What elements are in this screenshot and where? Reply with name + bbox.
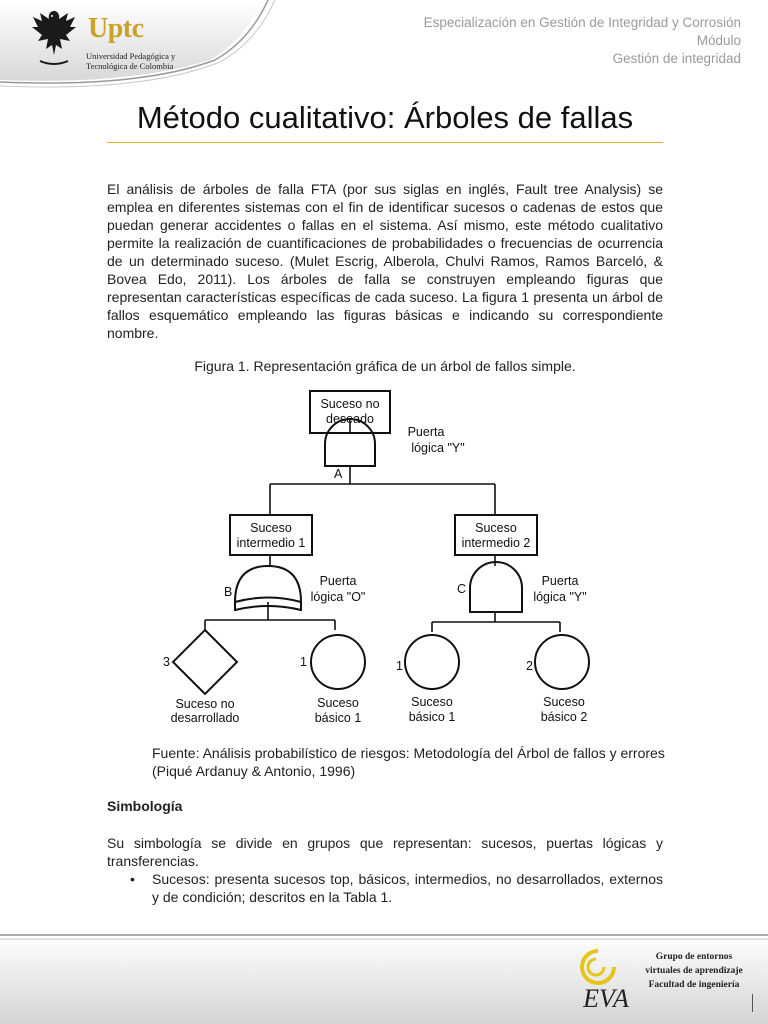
footer-line-1: Grupo de entornos xyxy=(655,952,733,962)
circle-2-label-1: Suceso xyxy=(411,695,453,709)
gate-c-letter: C xyxy=(457,582,467,596)
basic-event-circle-3 xyxy=(535,635,589,689)
title-divider xyxy=(107,142,663,143)
bullet-icon: • xyxy=(130,871,135,887)
intermediate-2-label-2: intermedio 2 xyxy=(461,536,531,550)
circle-3-label-2: básico 2 xyxy=(540,710,588,724)
gate-c-label-1: Puerta xyxy=(541,574,579,588)
eva-logo-word: EVA xyxy=(583,984,629,1013)
and-gate-c-icon xyxy=(470,562,522,612)
intermediate-1-label-2: intermedio 1 xyxy=(236,536,306,550)
diamond-label-1: Suceso no xyxy=(175,697,235,711)
intro-paragraph: El análisis de árboles de falla FTA (por sus siglas en inglés, Fault tree Analysis) se emplea en diferentes sistemas con el fin de identificar sucesos o cadenas de estos que puedan generar accidentes o fallas en el sistema. Así mismo, este método cualitativo permite la realización de cuantificaciones de probabilidades o frecuencias de ocurrencia de un determinado suceso. (Mulet Escrig, Alberola, Chulvi Ramos, Ramos Barceló, & Bovea Edo, 2011). Los árboles de falla se construyen empleando figuras que representan características específicas de cada suceso. La figura 1 presenta un árbol de fallos esquemático empleando las figuras básicas e indicando su correspondiente nombre. xyxy=(107,181,663,341)
or-gate-b-icon xyxy=(235,566,301,602)
fault-tree-diagram xyxy=(150,380,630,730)
intermediate-1-label-1: Suceso xyxy=(250,521,292,535)
logo-word: Uptc xyxy=(88,13,144,44)
circle-1-label-2: básico 1 xyxy=(314,711,362,725)
uptc-logo xyxy=(30,5,180,75)
logo-subtitle: Universidad Pedagógica y Tecnológica de Colombia xyxy=(86,51,176,71)
page-title: Método cualitativo: Árboles de fallas xyxy=(136,100,634,135)
top-event-label-1: Suceso no xyxy=(320,397,380,411)
intermediate-2-label-1: Suceso xyxy=(475,521,517,535)
gate-b-letter: B xyxy=(224,585,233,599)
gate-a-letter: A xyxy=(334,467,343,481)
circle-3-number: 2 xyxy=(526,659,533,673)
undeveloped-event-diamond xyxy=(173,630,237,694)
gate-b-label-2: lógica "O" xyxy=(310,590,366,604)
eagle-crest-icon xyxy=(30,5,78,69)
gate-a-label-2: lógica "Y" xyxy=(411,441,465,455)
footer-divider xyxy=(752,994,753,1012)
footer-line-3: Facultad de ingeniería xyxy=(648,980,740,990)
header-module-name: Gestión de integridad xyxy=(612,51,741,66)
diamond-label-2: desarrollado xyxy=(170,711,240,725)
circle-1-label-1: Suceso xyxy=(317,696,359,710)
figure-source: Fuente: Análisis probabilístico de riesgos: Metodología del Árbol de fallos y errores (Piqué Ardanuy & Antonio, 1996) xyxy=(152,745,665,779)
section-heading: Simbología xyxy=(107,798,183,814)
circle-3-label-1: Suceso xyxy=(543,695,585,709)
header-course: Especialización en Gestión de Integridad y Corrosión xyxy=(423,15,741,30)
header-module-label: Módulo xyxy=(696,33,741,48)
eva-logo-icon xyxy=(578,945,634,1015)
gate-c-label-2: lógica "Y" xyxy=(533,590,587,604)
header-info xyxy=(424,14,741,68)
basic-event-circle-1 xyxy=(311,635,365,689)
figure-caption: Figura 1. Representación gráfica de un árbol de fallos simple. xyxy=(194,358,576,374)
circle-2-label-2: básico 1 xyxy=(408,710,456,724)
list-item-text: Sucesos: presenta sucesos top, básicos, intermedios, no desarrollados, externos y de condición; descritos en la Tabla 1. xyxy=(152,871,663,905)
gate-b-label-1: Puerta xyxy=(319,574,357,588)
circle-1-number: 1 xyxy=(300,655,307,669)
gate-a-label-1: Puerta xyxy=(407,425,445,439)
footer-line-2: virtuales de aprendizaje xyxy=(645,966,743,976)
footer-group-info xyxy=(638,950,750,992)
symbology-paragraph: Su simbología se divide en grupos que representan: sucesos, puertas lógicas y transferencias. xyxy=(107,835,663,869)
top-event-label-2: deseado xyxy=(326,412,374,426)
diamond-number: 3 xyxy=(163,655,170,669)
circle-2-number: 1 xyxy=(396,659,403,673)
basic-event-circle-2 xyxy=(405,635,459,689)
